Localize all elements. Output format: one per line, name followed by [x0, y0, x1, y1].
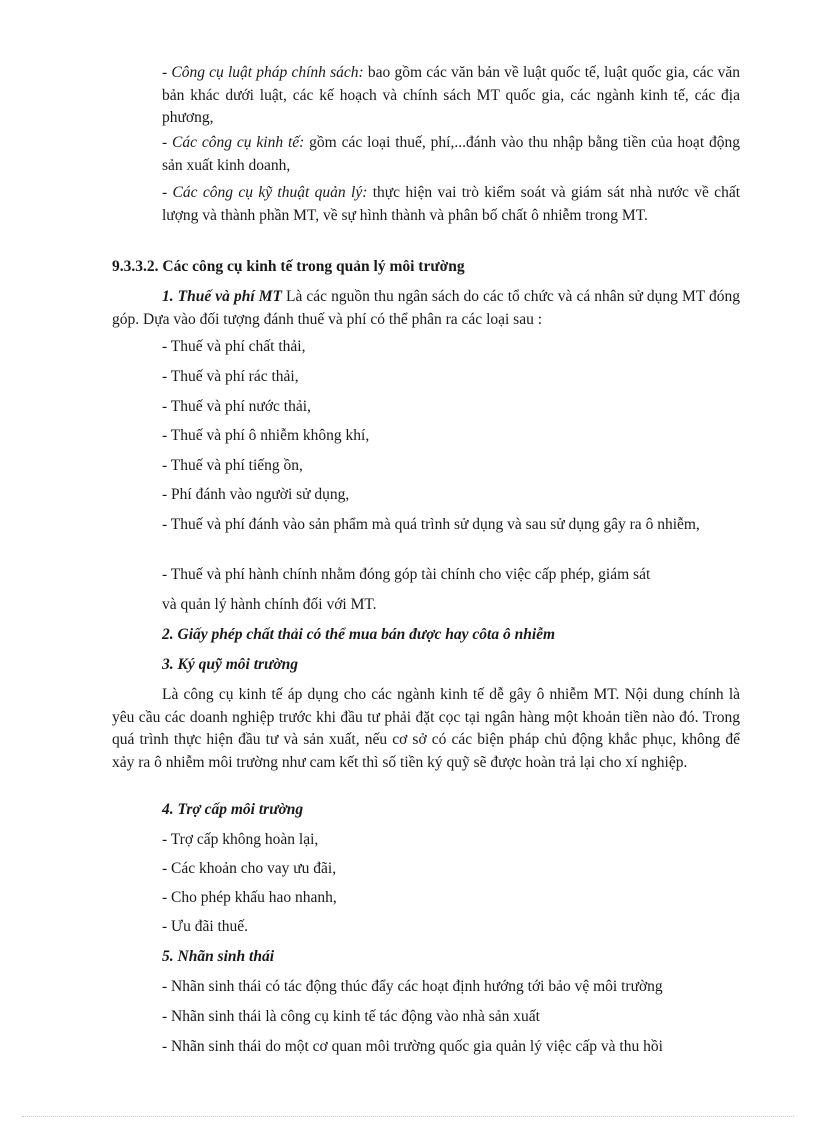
- list-item: - Nhãn sinh thái có tác động thúc đẩy các hoạt định hướng tới bảo vệ môi trường: [162, 978, 663, 995]
- s5-title: 5. Nhãn sinh thái: [162, 948, 274, 965]
- term-technical-tools: Các công cụ kỹ thuật quản lý:: [172, 184, 368, 201]
- list-item: - Các khoản cho vay ưu đãi,: [162, 860, 337, 877]
- list-item: - Thuế và phí chất thải,: [162, 338, 306, 355]
- list-item: - Thuế và phí ô nhiễm không khí,: [162, 427, 370, 444]
- list-item: - Thuế và phí đánh vào sản phẩm mà quá trình sử dụng và sau sử dụng gây ra ô nhiễm,: [162, 516, 700, 533]
- list-item: - Thuế và phí rác thải,: [162, 368, 299, 385]
- s2-title: 2. Giấy phép chất thải có thể mua bán được hay côta ô nhiễm: [162, 626, 556, 643]
- term-economic-tools: Các công cụ kinh tế:: [172, 134, 305, 151]
- list-item: - Cho phép khấu hao nhanh,: [162, 889, 337, 906]
- list-item: - Trợ cấp không hoàn lại,: [162, 831, 319, 848]
- s1-intro-paragraph: [112, 286, 740, 331]
- s1-title: 1. Thuế và phí MT: [162, 288, 282, 305]
- s4-title: 4. Trợ cấp môi trường: [162, 801, 304, 818]
- list-item: - Thuế và phí nước thải,: [162, 398, 311, 415]
- text-technical-tools: thực hiện vai trò kiểm soát và giám sát nhà nước về chất lượng và thành phần MT, về sự hình thành và phân bố chất ô nhiễm trong MT.: [162, 184, 740, 224]
- text-economic-tools: gồm các loại thuế, phí,...đánh vào thu nhập bằng tiền của hoạt động sản xuất kinh doanh,: [162, 134, 740, 174]
- list-item: - Thuế và phí tiếng ồn,: [162, 457, 303, 474]
- intro-paragraph-legal-tools: - Công cụ luật pháp chính sách: bao gồm các văn bản về luật quốc tế, luật quốc gia, các văn bản khác dưới luật, các kế hoạch và chính sách MT quốc gia, các ngành kinh tế, các địa phương,: [162, 64, 740, 126]
- term-legal-tools: Công cụ luật pháp chính sách:: [171, 64, 364, 81]
- list-item: - Nhãn sinh thái do một cơ quan môi trường quốc gia quản lý việc cấp và thu hồi: [162, 1038, 663, 1055]
- page-bottom-divider: [22, 1116, 794, 1117]
- list-item: - Nhãn sinh thái là công cụ kinh tế tác động vào nhà sản xuất: [162, 1008, 540, 1025]
- list-item: - Thuế và phí hành chính nhằm đóng góp tài chính cho việc cấp phép, giám sát: [162, 566, 651, 583]
- s1-intro-text: Là các nguồn thu ngân sách do các tổ chức và cá nhân sử dụng MT đóng góp. Dựa vào đối tượng đánh thuế và phí có thể phân ra các loại sau :: [112, 288, 740, 328]
- s3-title: 3. Ký quỹ môi trường: [162, 656, 299, 673]
- intro-paragraph-technical-tools: - Các công cụ kỹ thuật quản lý: thực hiện vai trò kiểm soát và giám sát nhà nước về chất lượng và thành phần MT, về sự hình thành và phân bố chất ô nhiễm trong MT.: [162, 184, 740, 224]
- section-heading: 9.3.3.2. Các công cụ kinh tế trong quản lý môi trường: [112, 258, 465, 275]
- list-item: - Phí đánh vào người sử dụng,: [162, 486, 350, 503]
- s3-body: Là công cụ kinh tế áp dụng cho các ngành kinh tế dễ gây ô nhiễm MT. Nội dung chính là yêu cầu các doanh nghiệp trước khi đầu tư phải đặt cọc tại ngân hàng một khoản tiền nào đó. Trong quá trình thực hiện đầu tư và sản xuất, nếu cơ sở có các biện pháp chủ động khắc phục, không để xảy ra ô nhiễm môi trường như cam kết thì số tiền ký quỹ sẽ được hoàn trả lại cho xí nghiệp.: [112, 686, 740, 771]
- intro-paragraph-economic-tools: - Các công cụ kinh tế: gồm các loại thuế, phí,...đánh vào thu nhập bằng tiền của hoạt động sản xuất kinh doanh,: [162, 134, 740, 174]
- text-legal-tools: bao gồm các văn bản về luật quốc tế, luật quốc gia, các văn bản khác dưới luật, các kế hoạch và chính sách MT quốc gia, các ngành kinh tế, các địa phương,: [162, 64, 740, 126]
- list-item: - Ưu đãi thuế.: [162, 918, 249, 935]
- list-item-continuation: và quản lý hành chính đối với MT.: [162, 596, 377, 613]
